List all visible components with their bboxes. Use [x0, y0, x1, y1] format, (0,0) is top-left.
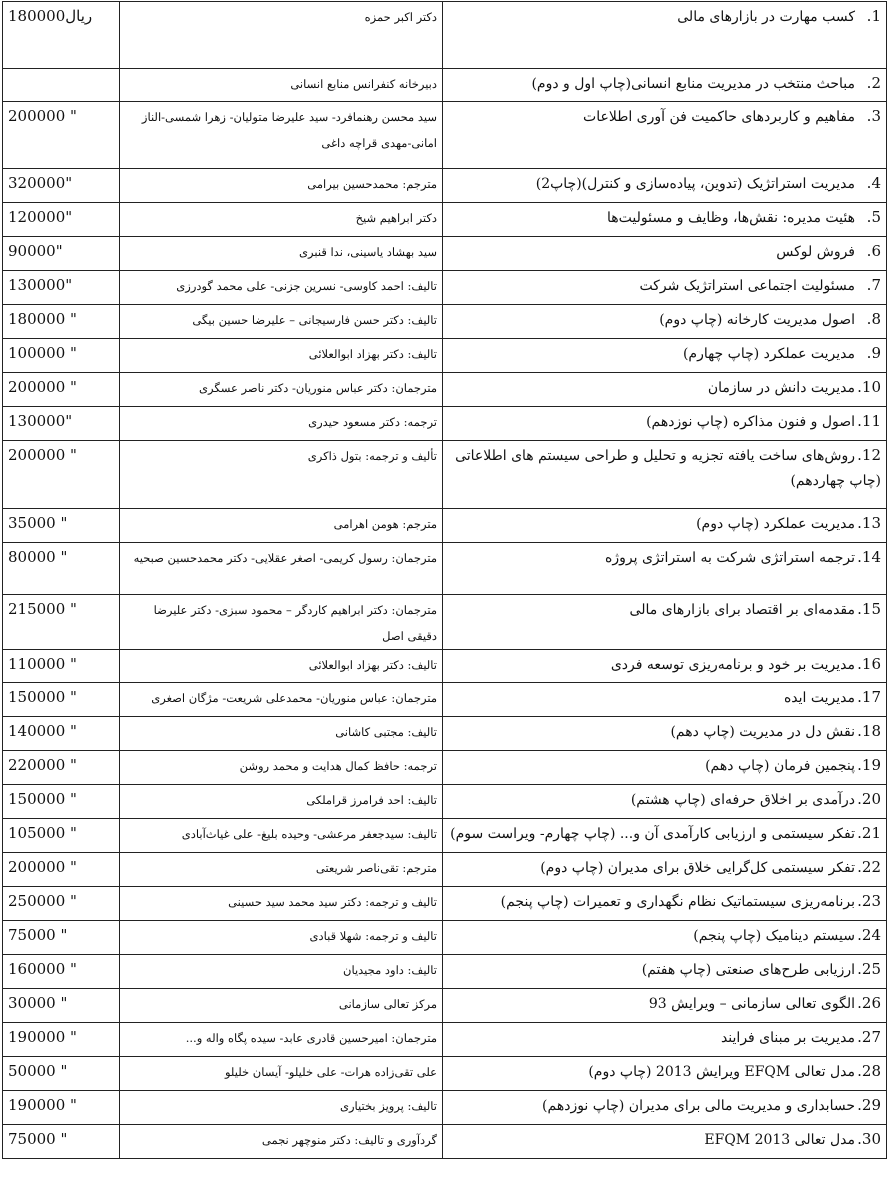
row-number: 14.	[857, 548, 881, 566]
book-title-cell	[443, 102, 887, 169]
row-number: 25.	[857, 960, 881, 978]
book-title: اصول و فنون مذاکره (چاپ نوزدهم)	[646, 414, 855, 430]
book-price-cell: 200000 "	[3, 373, 120, 407]
book-title-cell	[443, 989, 887, 1023]
row-number: 15.	[857, 600, 881, 618]
table-row	[3, 305, 887, 339]
table-row	[3, 271, 887, 305]
table-row	[3, 989, 887, 1023]
book-title: مدیریت ایده	[783, 690, 855, 706]
book-title: کسب مهارت در بازارهای مالی	[677, 9, 855, 25]
book-price-cell: 180000 "	[3, 305, 120, 339]
table-row	[3, 1057, 887, 1091]
table-row	[3, 595, 887, 650]
book-title-cell	[443, 305, 887, 339]
book-title-cell	[443, 407, 887, 441]
book-price-cell: 30000 "	[3, 989, 120, 1023]
table-row	[3, 509, 887, 543]
book-price-cell: 180000ریال	[3, 2, 120, 69]
book-author-cell: گردآوری و تالیف: دکتر منوچهر نجمی	[120, 1125, 443, 1159]
table-row	[3, 955, 887, 989]
book-author-cell: تالیف و ترجمه: دکتر سید محمد سید حسینی	[120, 887, 443, 921]
table-row	[3, 237, 887, 271]
book-title-cell	[443, 373, 887, 407]
book-price-cell: 215000 "	[3, 595, 120, 650]
book-author-cell: تالیف: احد فرامرز قراملکی	[120, 785, 443, 819]
table-row	[3, 407, 887, 441]
book-price-cell: 200000 "	[3, 441, 120, 509]
book-title: برنامه‌ریزی سیستماتیک نظام نگهداری و تعمیرات (چاپ پنجم)	[500, 894, 855, 910]
book-title-cell	[443, 683, 887, 717]
row-number: 10.	[857, 378, 881, 396]
table-row	[3, 543, 887, 595]
table-row	[3, 1023, 887, 1057]
row-number: 8.	[866, 310, 881, 328]
book-title-cell	[443, 1125, 887, 1159]
book-title: مدل تعالی EFQM ویرایش 2013 (چاپ دوم)	[588, 1064, 855, 1080]
book-price-cell: 130000"	[3, 271, 120, 305]
table-row	[3, 169, 887, 203]
row-number: 6.	[866, 242, 881, 260]
book-author-cell: سید بهشاد یاسینی، ندا قنبری	[120, 237, 443, 271]
book-title: فروش لوکس	[776, 244, 855, 260]
book-title: مسئولیت اجتماعی استراتژیک شرکت	[639, 278, 855, 294]
table-row	[3, 853, 887, 887]
row-number: 9.	[866, 344, 881, 362]
book-price-cell: 200000 "	[3, 102, 120, 169]
book-price-cell: 105000 "	[3, 819, 120, 853]
book-author-cell: علی تقی‌زاده هرات- علی خلیلو- آیسان خلیلو	[120, 1057, 443, 1091]
book-author-cell: مترجم: تقی‌ناصر شریعتی	[120, 853, 443, 887]
row-number: 16.	[857, 655, 881, 673]
book-price-cell: 50000 "	[3, 1057, 120, 1091]
row-number: 21.	[857, 824, 881, 842]
book-title-cell	[443, 887, 887, 921]
table-row	[3, 441, 887, 509]
table-row	[3, 1125, 887, 1159]
book-title: مدیریت بر خود و برنامه‌ریزی توسعه فردی	[610, 657, 855, 673]
book-price-cell: 140000 "	[3, 717, 120, 751]
book-price-cell: 75000 "	[3, 921, 120, 955]
book-title: روش‌های ساخت یافته تجزیه و تحلیل و طراحی سیستم های اطلاعاتی (چاپ چهاردهم)	[455, 448, 881, 489]
book-author-cell: تالیف: دکتر بهزاد ابوالعلائی	[120, 650, 443, 683]
book-title-cell	[443, 955, 887, 989]
row-number: 17.	[857, 688, 881, 706]
table-row	[3, 819, 887, 853]
row-number: 4.	[866, 174, 881, 192]
book-title: هئیت مدیره: نقش‌ها، وظایف و مسئولیت‌ها	[607, 210, 855, 226]
book-title-cell	[443, 1057, 887, 1091]
row-number: 27.	[857, 1028, 881, 1046]
book-author-cell: تالیف: داود مجیدیان	[120, 955, 443, 989]
book-price-cell: 320000"	[3, 169, 120, 203]
row-number: 5.	[866, 208, 881, 226]
book-title: درآمدی بر اخلاق حرفه‌ای (چاپ هشتم)	[630, 792, 855, 808]
book-title: نقش دل در مدیریت (چاپ دهم)	[670, 724, 855, 740]
book-title-cell	[443, 751, 887, 785]
book-title-cell	[443, 1091, 887, 1125]
book-title: مدیریت دانش در سازمان	[707, 380, 855, 396]
row-number: 30.	[857, 1130, 881, 1148]
book-title-cell	[443, 509, 887, 543]
book-price-cell: 200000 "	[3, 853, 120, 887]
book-title-cell	[443, 2, 887, 69]
book-title-cell	[443, 69, 887, 102]
book-price-cell: 35000 "	[3, 509, 120, 543]
book-title: تفکر سیستمی و ارزیابی کارآمدی آن و... (چاپ چهارم- ویراست سوم)	[450, 826, 855, 842]
book-title-cell	[443, 717, 887, 751]
book-title: اصول مدیریت کارخانه (چاپ دوم)	[659, 312, 855, 328]
book-price-cell: 220000 "	[3, 751, 120, 785]
book-author-cell: مترجمان: دکتر عباس منوریان- دکتر ناصر عسگری	[120, 373, 443, 407]
book-title: مدیریت عملکرد (چاپ دوم)	[696, 516, 855, 532]
row-number: 13.	[857, 514, 881, 532]
book-title-cell	[443, 339, 887, 373]
book-title-cell	[443, 921, 887, 955]
book-title: ترجمه استراتژی شرکت به استراتژی پروژه	[605, 550, 855, 566]
book-price-cell: 80000 "	[3, 543, 120, 595]
book-title: سیستم دینامیک (چاپ پنجم)	[693, 928, 855, 944]
book-title: مقدمه‌ای بر اقتصاد برای بازارهای مالی	[629, 602, 855, 618]
table-row	[3, 1091, 887, 1125]
table-row	[3, 683, 887, 717]
book-title: مدل تعالی EFQM 2013	[704, 1132, 855, 1148]
row-number: 12.	[857, 446, 881, 464]
book-price-cell: 120000"	[3, 203, 120, 237]
book-price-cell: 100000 "	[3, 339, 120, 373]
book-author-cell: ترجمه: دکتر مسعود حیدری	[120, 407, 443, 441]
book-title: ارزیابی طرح‌های صنعتی (چاپ هفتم)	[641, 962, 855, 978]
book-title-cell	[443, 650, 887, 683]
book-title: مفاهیم و کاربردهای حاکمیت فن آوری اطلاعات	[583, 109, 855, 125]
book-price-cell: 250000 "	[3, 887, 120, 921]
row-number: 7.	[866, 276, 881, 294]
table-row	[3, 717, 887, 751]
book-title-cell	[443, 819, 887, 853]
book-author-cell: دبیرخانه کنفرانس منابع انسانی	[120, 69, 443, 102]
book-price-cell: 160000 "	[3, 955, 120, 989]
table-row	[3, 785, 887, 819]
table-row	[3, 2, 887, 69]
row-number: 19.	[857, 756, 881, 774]
row-number: 1.	[866, 7, 881, 25]
table-row	[3, 102, 887, 169]
row-number: 3.	[866, 107, 881, 125]
book-author-cell: تالیف: مجتبی کاشانی	[120, 717, 443, 751]
book-author-cell: مترجمان: رسول کریمی- اصغر عقلایی- دکتر محمدحسین صبحیه	[120, 543, 443, 595]
book-author-cell: تالیف و ترجمه: شهلا قبادی	[120, 921, 443, 955]
book-title: مدیریت استراتژیک (تدوین، پیاده‌سازی و کنترل)(چاپ2)	[535, 176, 855, 192]
book-title: حسابداری و مدیریت مالی برای مدیران (چاپ نوزدهم)	[542, 1098, 855, 1114]
book-title-cell	[443, 785, 887, 819]
book-price-table	[2, 1, 887, 1159]
book-author-cell: دکتر ابراهیم شیخ	[120, 203, 443, 237]
table-row	[3, 373, 887, 407]
book-author-cell: تالیف: سیدجعفر مرعشی- وحیده بلیغ- علی غیاث‌آبادی	[120, 819, 443, 853]
book-price-cell: 130000"	[3, 407, 120, 441]
table-row	[3, 339, 887, 373]
book-price-cell: 110000 "	[3, 650, 120, 683]
table-row	[3, 650, 887, 683]
book-author-cell: ترجمه: حافظ کمال هدایت و محمد روشن	[120, 751, 443, 785]
book-title-cell	[443, 1023, 887, 1057]
book-title-cell	[443, 853, 887, 887]
book-author-cell: مرکز تعالی سازمانی	[120, 989, 443, 1023]
book-title: مباحث منتخب در مدیریت منابع انسانی(چاپ اول و دوم)	[531, 76, 855, 92]
book-price-cell: 150000 "	[3, 785, 120, 819]
table-body	[3, 2, 887, 1159]
book-price-cell: 190000 "	[3, 1091, 120, 1125]
book-author-cell: سید محسن رهنمافرد- سید علیرضا متولیان- زهرا شمسی-الناز امانی-مهدی قراچه داغی	[120, 102, 443, 169]
book-title: تفکر سیستمی کل‌گرایی خلاق برای مدیران (چاپ دوم)	[540, 860, 855, 876]
row-number: 28.	[857, 1062, 881, 1080]
book-price-cell: 75000 "	[3, 1125, 120, 1159]
table-row	[3, 69, 887, 102]
book-author-cell: تالیف: احمد کاوسی- نسرین جزنی- علی محمد گودرزی	[120, 271, 443, 305]
book-author-cell: مترجم: محمدحسین بیرامی	[120, 169, 443, 203]
row-number: 24.	[857, 926, 881, 944]
row-number: 2.	[866, 74, 881, 92]
book-author-cell: مترجمان: امیرحسین قادری عابد- سیده پگاه واله و...	[120, 1023, 443, 1057]
row-number: 26.	[857, 994, 881, 1012]
book-title-cell	[443, 169, 887, 203]
book-title-cell	[443, 237, 887, 271]
book-author-cell: مترجم: هومن اهرامی	[120, 509, 443, 543]
row-number: 20.	[857, 790, 881, 808]
row-number: 22.	[857, 858, 881, 876]
book-author-cell: تالیف: دکتر بهزاد ابوالعلائی	[120, 339, 443, 373]
book-title-cell	[443, 543, 887, 595]
table-row	[3, 921, 887, 955]
book-title-cell	[443, 271, 887, 305]
table-row	[3, 203, 887, 237]
table-row	[3, 751, 887, 785]
book-title-cell	[443, 595, 887, 650]
book-author-cell: تألیف و ترجمه: بتول ذاکری	[120, 441, 443, 509]
book-price-cell: 150000 "	[3, 683, 120, 717]
book-author-cell: دکتر اکبر حمزه	[120, 2, 443, 69]
row-number: 29.	[857, 1096, 881, 1114]
book-title-cell	[443, 441, 887, 509]
book-title: مدیریت بر مبنای فرایند	[720, 1030, 855, 1046]
table-row	[3, 887, 887, 921]
book-title-cell	[443, 203, 887, 237]
book-title: مدیریت عملکرد (چاپ چهارم)	[682, 346, 855, 362]
book-title: پنجمین فرمان (چاپ دهم)	[705, 758, 855, 774]
book-author-cell: تالیف: دکتر حسن فارسیجانی – علیرضا حسین بیگی	[120, 305, 443, 339]
book-author-cell: مترجمان: عباس منوریان- محمدعلی شریعت- مژگان اصغری	[120, 683, 443, 717]
book-price-cell: 90000"	[3, 237, 120, 271]
book-price-cell: 190000 "	[3, 1023, 120, 1057]
row-number: 11.	[857, 412, 881, 430]
row-number: 23.	[857, 892, 881, 910]
book-price-cell	[3, 69, 120, 102]
book-title: الگوی تعالی سازمانی – ویرایش 93	[648, 996, 855, 1012]
book-author-cell: مترجمان: دکتر ابراهیم کاردگر – محمود سبزی- دکتر علیرضا دقیقی اصل	[120, 595, 443, 650]
row-number: 18.	[857, 722, 881, 740]
book-author-cell: تالیف: پرویز بختیاری	[120, 1091, 443, 1125]
